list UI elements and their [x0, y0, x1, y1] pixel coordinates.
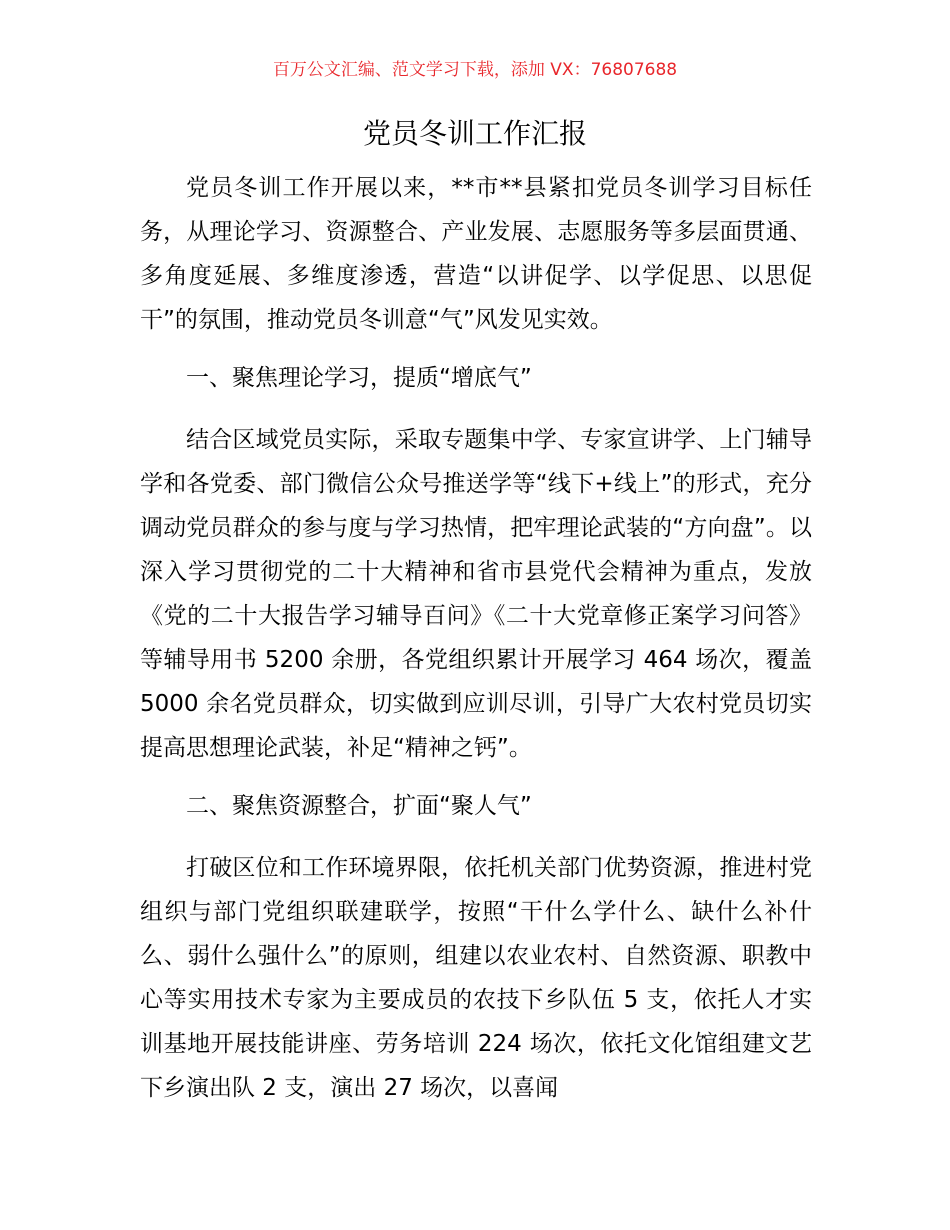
- intro-paragraph: 党员冬训工作开展以来，**市**县紧扣党员冬训学习目标任务，从理论学习、资源整合、产业发展、志愿服务等多层面贯通、多角度延展、多维度渗透，营造“以讲促学、以学促思、以思促干”的氛围，推动党员冬训意“气”风发见实效。: [140, 175, 812, 333]
- document-title: 党员冬训工作汇报: [362, 117, 587, 150]
- section-heading-2: 二、聚焦资源整合，扩面“聚人气”: [186, 793, 532, 819]
- header-note: 百万公文汇编、范文学习下载，添加 VX：76807688: [272, 60, 678, 80]
- section-heading-1: 一、聚焦理论学习，提质“增底气”: [186, 365, 532, 391]
- document-body: [140, 166, 812, 1124]
- section-paragraph-1: 结合区域党员实际，采取专题集中学、专家宣讲学、上门辅导学和各党委、部门微信公众号推送学等“线下+线上”的形式，充分调动党员群众的参与度与学习热情，把牢理论武装的“方向盘”。以深入学习贯彻党的二十大精神和省市县党代会精神为重点，发放《党的二十大报告学习辅导百问》《二十大党章修正案学习问答》等辅导用书 5200 余册，各党组织累计开展学习 464 场次，覆盖 5000 余名党员群众，切实做到应训尽训，引导广大农村党员切实提高思想理论武装，补足“精神之钙”。: [140, 427, 812, 761]
- section-paragraph-2: 打破区位和工作环境界限，依托机关部门优势资源，推进村党组织与部门党组织联建联学，按照“干什么学什么、缺什么补什么、弱什么强什么”的原则，组建以农业农村、自然资源、职教中心等实用技术专家为主要成员的农技下乡队伍 5 支，依托人才实训基地开展技能讲座、劳务培训 224 场次，依托文化馆组建文艺下乡演出队 2 支，演出 27 场次，以喜闻: [140, 855, 812, 1101]
